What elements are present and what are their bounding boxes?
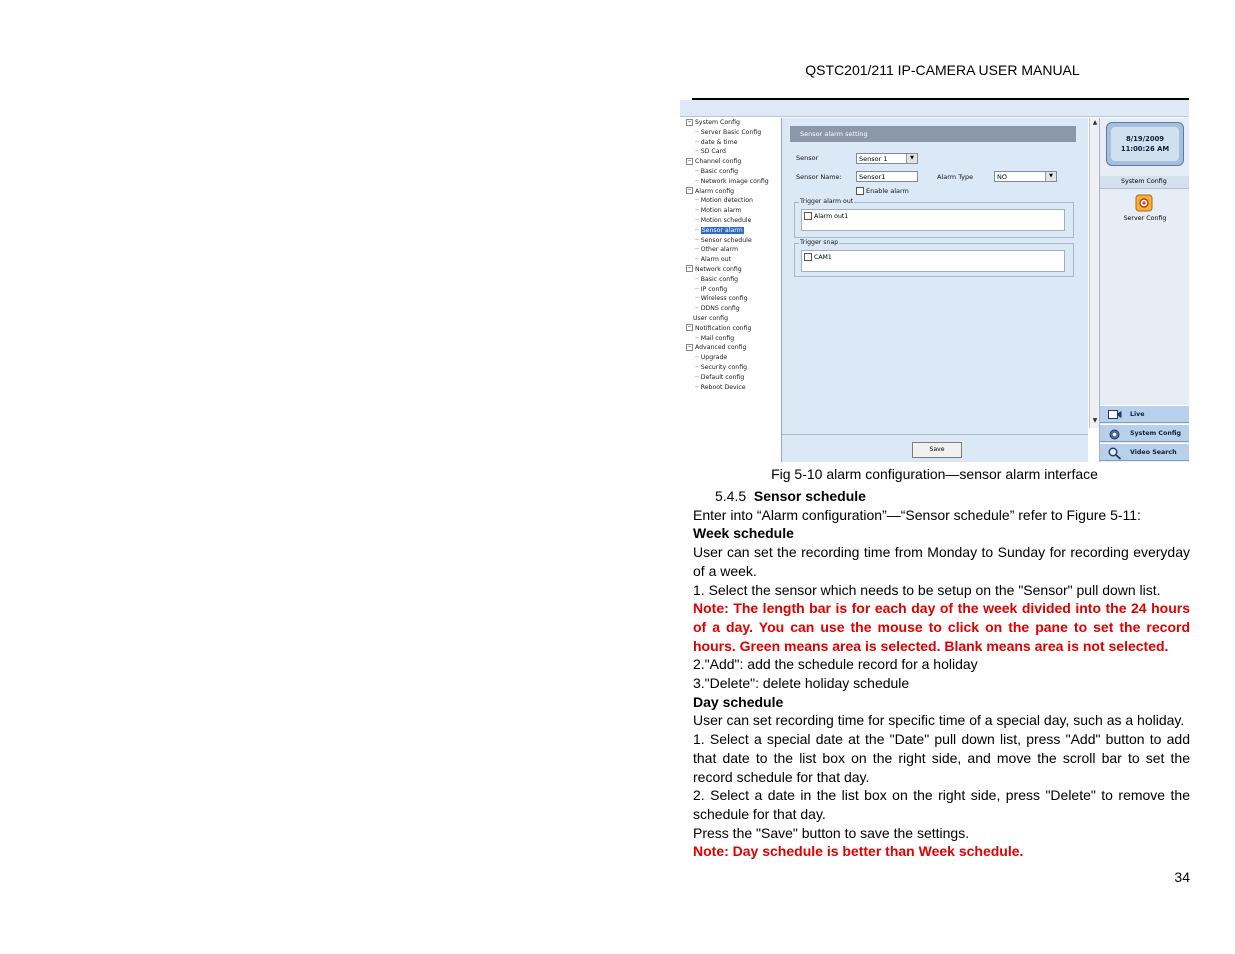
tree-item-label: Motion schedule	[700, 216, 752, 224]
tree-item[interactable]	[683, 128, 781, 138]
scroll-down-icon[interactable]: ▼	[1092, 417, 1098, 424]
tree-item[interactable]	[683, 187, 781, 197]
sensor-select[interactable]	[856, 153, 918, 164]
sensor-select-value: Sensor 1	[859, 155, 888, 163]
tree-item[interactable]	[683, 314, 781, 324]
tree-branch-icon: ─	[695, 285, 699, 293]
enable-alarm-row[interactable]	[856, 187, 909, 195]
tree-item[interactable]	[683, 275, 781, 285]
tree-branch-icon: ─	[695, 305, 699, 313]
screenshot-figure	[680, 98, 1189, 462]
trigger-snap-group	[794, 239, 1074, 277]
collapse-icon[interactable]: −	[687, 324, 692, 331]
tree-item-label: DDNS config	[700, 305, 740, 313]
tree-item[interactable]	[683, 226, 781, 236]
tree-branch-icon: ─	[695, 226, 699, 234]
gear-icon	[1108, 428, 1121, 441]
tree-item[interactable]	[683, 265, 781, 275]
tree-item-label: IP config	[700, 285, 728, 293]
alarm-out-list	[801, 209, 1065, 231]
search-icon	[1108, 447, 1122, 460]
tree-item-label: Motion alarm	[700, 207, 742, 215]
nav-live-button[interactable]	[1100, 405, 1189, 423]
panel-title: Sensor alarm setting	[790, 126, 1076, 142]
tree-branch-icon: ─	[695, 207, 699, 215]
tree-item[interactable]	[683, 245, 781, 255]
nav-live-label: Live	[1130, 411, 1145, 418]
tree-item[interactable]	[683, 167, 781, 177]
server-config-icon[interactable]	[1135, 194, 1153, 212]
trigger-alarm-out-group	[794, 198, 1074, 238]
day-step-2: 2. Select a date in the list box on the right side, press "Delete" to remove the schedule for that day.	[693, 787, 1190, 822]
tree-item-label: Alarm config	[695, 187, 735, 195]
tree-item[interactable]	[683, 118, 781, 128]
tree-item[interactable]	[683, 383, 781, 393]
tree-branch-icon: ─	[695, 177, 699, 185]
tree-item-label: Security config	[700, 363, 748, 371]
tree-item-label: Motion detection	[700, 197, 753, 205]
alarm-type-select[interactable]	[994, 171, 1057, 182]
sensor-alarm-panel	[782, 118, 1088, 462]
trigger-snap-label: Trigger snap	[800, 239, 839, 246]
panel-divider	[782, 434, 1088, 435]
week-schedule-heading: Week schedule	[693, 525, 794, 542]
camera-icon	[1108, 409, 1122, 420]
tree-item[interactable]	[683, 304, 781, 314]
tree-item-label: Other alarm	[700, 246, 739, 254]
tree-item[interactable]	[683, 343, 781, 353]
note-1: Note: The length bar is for each day of the week divided into the 24 hours of a day. You can use the mouse to click on the pane to set the record hours. Green means area is selected. Blank means area is not selected.	[693, 600, 1190, 654]
right-sidebar	[1099, 118, 1189, 462]
section-heading	[693, 487, 1190, 506]
tree-branch-icon: ─	[695, 256, 699, 264]
tree-item-label: Channel config	[695, 158, 742, 166]
tree-item[interactable]	[683, 294, 781, 304]
tree-item[interactable]	[683, 216, 781, 226]
section-number: 5.4.5	[715, 488, 747, 504]
nav-video-search-label: Video Search	[1130, 449, 1177, 456]
cam1-checkbox[interactable]	[804, 253, 812, 261]
nav-system-config-button[interactable]	[1100, 424, 1189, 442]
tree-item-label: System Config	[695, 119, 740, 126]
trigger-alarm-out-label: Trigger alarm out	[800, 198, 854, 205]
collapse-icon[interactable]: −	[687, 343, 692, 350]
tree-item-label: Sensor schedule	[700, 236, 752, 244]
tree-item-label: Upgrade	[700, 354, 728, 362]
tree-branch-icon: ─	[695, 354, 699, 362]
tree-item[interactable]	[683, 363, 781, 373]
page-number: 34	[1174, 869, 1190, 885]
week-schedule-text: User can set the recording time from Monday to Sunday for recording everyday of a week.	[693, 544, 1190, 579]
tree-item[interactable]	[683, 196, 781, 206]
figure-caption: Fig 5-10 alarm configuration—sensor alarm interface	[771, 466, 1098, 482]
tree-item-label: Mail config	[700, 334, 735, 342]
day-schedule-heading: Day schedule	[693, 693, 784, 710]
tree-item-label: Network image config	[700, 177, 769, 185]
tree-branch-icon: ─	[695, 236, 699, 244]
scroll-up-icon[interactable]: ▲	[1092, 119, 1098, 126]
tree-item[interactable]	[683, 373, 781, 383]
tree-item[interactable]	[683, 324, 781, 334]
sensor-name-label: Sensor Name:	[796, 173, 842, 181]
chevron-down-icon[interactable]: ▼	[906, 154, 917, 163]
tree-item-label: Server Basic Config	[700, 128, 762, 136]
tree-item[interactable]	[683, 334, 781, 344]
manual-body	[693, 487, 1190, 861]
tree-item[interactable]	[683, 236, 781, 246]
save-instruction: Press the "Save" button to save the settings.	[693, 824, 970, 841]
day-step-1: 1. Select a special date at the "Date" pull down list, press "Add" button to add that date to the list box on the right side, and move the scroll bar to set the record schedule for that day.	[693, 731, 1190, 785]
day-schedule-text: User can set recording time for specific time of a special day, such as a holiday.	[693, 712, 1185, 729]
alarm-out1-checkbox[interactable]	[804, 212, 812, 220]
tree-branch-icon: ─	[695, 383, 699, 391]
collapse-icon[interactable]: −	[687, 157, 692, 164]
tree-item-label: Wireless config	[700, 295, 748, 303]
sensor-label: Sensor	[796, 154, 819, 162]
clock-date: 8/19/2009	[1125, 135, 1165, 143]
chevron-down-icon[interactable]: ▼	[1045, 172, 1056, 181]
step-2: 2."Add": add the schedule record for a holiday	[693, 656, 978, 673]
tree-item[interactable]	[683, 285, 781, 295]
tree-item[interactable]	[683, 353, 781, 363]
tree-item-label: Notification config	[695, 324, 752, 332]
system-config-header: System Config	[1100, 176, 1189, 189]
tree-branch-icon: ─	[695, 334, 699, 342]
tree-branch-icon: ─	[695, 216, 699, 224]
tree-item-label: Basic config	[700, 275, 739, 283]
tree-branch-icon: ─	[695, 197, 699, 205]
enable-alarm-checkbox[interactable]	[856, 187, 864, 195]
tree-branch-icon: ─	[695, 128, 699, 136]
tree-branch-icon: ─	[695, 167, 699, 175]
tree-item-label: Sensor alarm	[701, 226, 743, 234]
tree-item-label: Network config	[695, 265, 742, 273]
section-title: Sensor schedule	[753, 488, 866, 504]
save-button[interactable]: Save	[912, 442, 962, 458]
clock-time: 11:00:26 AM	[1120, 145, 1170, 153]
tree-branch-icon: ─	[695, 275, 699, 283]
tree-branch-icon: ─	[695, 363, 699, 371]
tree-item-label: Alarm out	[700, 256, 732, 264]
sensor-name-input[interactable]: Sensor1	[856, 171, 918, 182]
clock-widget	[1106, 122, 1184, 166]
collapse-icon[interactable]: −	[687, 118, 692, 125]
tree-item[interactable]	[683, 157, 781, 167]
server-config-label[interactable]: Server Config	[1123, 215, 1167, 222]
tree-item-label: SD Card	[700, 148, 726, 156]
tree-branch-icon: ─	[695, 138, 699, 146]
tree-branch-icon: ─	[695, 295, 699, 303]
leaf-icon	[686, 315, 691, 320]
alarm-out1-label: Alarm out1	[814, 213, 849, 220]
window-top-bar	[680, 100, 1189, 117]
snap-list	[801, 250, 1065, 272]
config-tree[interactable]	[683, 118, 782, 462]
tree-branch-icon: ─	[695, 246, 699, 254]
page-header: QSTC201/211 IP-CAMERA USER MANUAL	[805, 62, 1080, 78]
tree-item[interactable]	[683, 138, 781, 148]
tree-item[interactable]	[683, 255, 781, 265]
tree-item-label: Default config	[700, 373, 745, 381]
tree-item[interactable]	[683, 177, 781, 187]
tree-item-label: Basic config	[700, 167, 739, 175]
step-1: 1. Select the sensor which needs to be setup on the "Sensor" pull down list.	[693, 581, 1161, 598]
nav-system-config-label: System Config	[1130, 430, 1182, 437]
intro-paragraph: Enter into “Alarm configuration”—“Sensor schedule” refer to Figure 5-11:	[693, 506, 1141, 523]
step-3: 3."Delete": delete holiday schedule	[693, 675, 910, 692]
tree-item[interactable]	[683, 206, 781, 216]
alarm-type-value: NO	[997, 173, 1007, 181]
cam1-label: CAM1	[814, 254, 832, 261]
nav-video-search-button[interactable]	[1100, 443, 1189, 461]
tree-branch-icon: ─	[695, 373, 699, 381]
collapse-icon[interactable]: −	[687, 187, 692, 194]
tree-item[interactable]	[683, 147, 781, 157]
tree-item-label: Advanced config	[695, 344, 747, 352]
collapse-icon[interactable]: −	[687, 265, 692, 272]
tree-branch-icon: ─	[695, 148, 699, 156]
tree-item-label: Reboot Device	[700, 383, 746, 391]
alarm-type-label: Alarm Type	[937, 173, 974, 181]
tree-item-label: date & time	[700, 138, 738, 146]
tree-item-label: User config	[693, 314, 729, 322]
note-2: Note: Day schedule is better than Week schedule.	[693, 843, 1024, 860]
enable-alarm-label: Enable alarm	[866, 187, 909, 195]
